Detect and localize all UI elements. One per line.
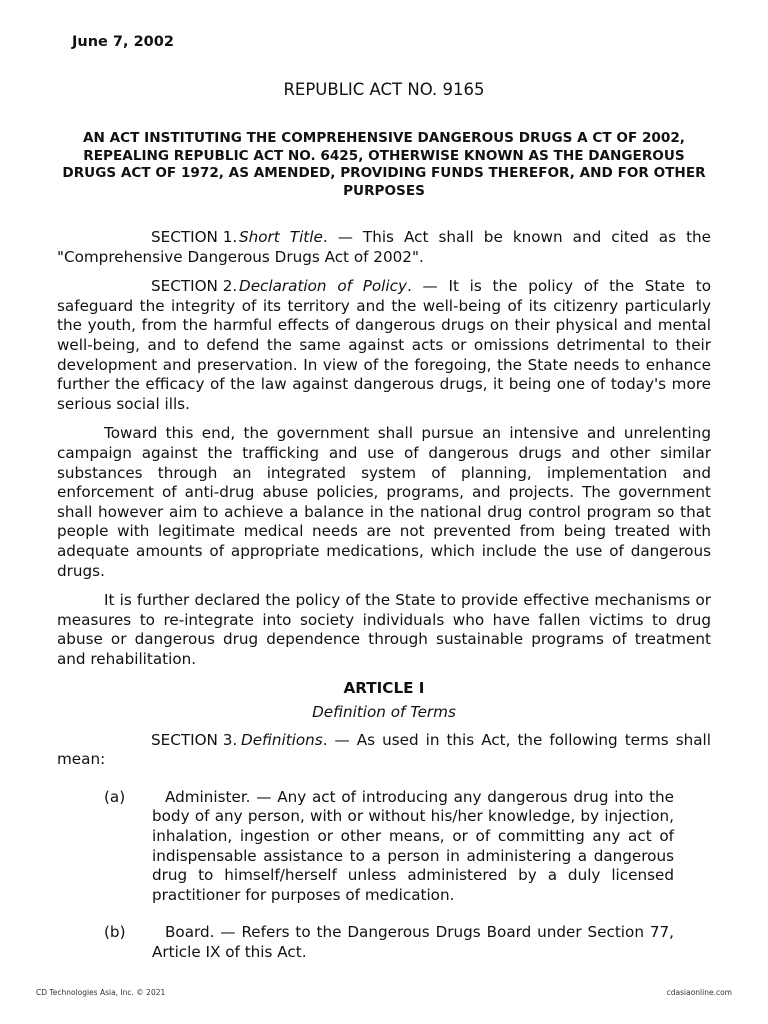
definition-item xyxy=(57,788,711,906)
act-long-title: AN ACT INSTITUTING THE COMPREHENSIVE DANGEROUS DRUGS A CT OF 2002, REPEALING REPUBLIC ACT NO. 6425, OTHERWISE KNOWN AS THE DANGEROUS DRUGS ACT OF 1972, AS AMENDED, PROVIDING FUNDS THEREFOR, AND FOR OTHER PURPOSES xyxy=(62,130,706,199)
section-2 xyxy=(57,277,711,414)
section-2-number: SECTION 2. xyxy=(151,277,238,296)
footer-copyright: CD Technologies Asia, Inc. © 2021 xyxy=(36,988,166,997)
section-1-number: SECTION 1. xyxy=(151,228,238,246)
policy-paragraph-further: It is further declared the policy of the State to provide effective mechanisms or measures to re-integrate into society individuals who have fallen victims to drug abuse or dangerous drug dependence through sustainable programs of treatment and rehabilitation. xyxy=(57,591,711,668)
definition-label: (b) xyxy=(104,923,126,942)
section-2-text: . — It is the policy of the State to safeguard the integrity of its territory and the well-being of its citizenry particularly the youth, from the harmful effects of dangerous drugs on their physical and mental well-being, and to defend the same against acts or omissions detrimental to their development and preservation. In view of the foregoing, the State needs to enhance further the efficacy of the law against dangerous drugs, it being one of today's more serious social ills. xyxy=(57,277,711,413)
section-1 xyxy=(57,228,711,267)
definition-text: Board. — Refers to the Dangerous Drugs Board under Section 77, Article IX of this Act. xyxy=(152,923,674,961)
policy-paragraph-toward: Toward this end, the government shall pursue an intensive and unrelenting campaign against the trafficking and use of dangerous drugs and other similar substances through an integrated system of planning, implementation and enforcement of anti-drug abuse policies, programs, and projects. The government shall however aim to achieve a balance in the national drug control program so that people with legitimate medical needs are not prevented from being treated with adequate amounts of appropriate medications, which include the use of dangerous drugs. xyxy=(57,424,711,580)
section-3-text: . — As used in this Act, the following terms shall mean: xyxy=(57,730,711,769)
section-3 xyxy=(57,731,711,770)
footer-website: cdasiaonline.com xyxy=(666,988,732,997)
section-3-number: SECTION 3. xyxy=(151,730,238,749)
section-2-heading: Declaration of Policy xyxy=(239,277,407,296)
article-heading: ARTICLE I xyxy=(343,679,425,698)
article-subheading: Definition of Terms xyxy=(312,703,456,722)
section-3-heading: Definitions xyxy=(241,730,323,749)
section-1-text: . — This Act shall be known and cited as the "Comprehensive Dangerous Drugs Act of 2002". xyxy=(57,228,711,266)
act-number-title: REPUBLIC ACT NO. 9165 xyxy=(283,80,485,99)
definition-item xyxy=(57,923,711,962)
document-body xyxy=(57,228,711,963)
definition-text: Administer. — Any act of introducing any dangerous drug into the body of any person, with or without his/her knowledge, by injection, inhalation, ingestion or other means, or of committing any act of indispensable assistance to a person in administering a dangerous drug to himself/herself unless administered by a duly licensed practitioner for purposes of medication. xyxy=(152,787,674,904)
section-1-heading: Short Title xyxy=(239,228,323,246)
definition-label: (a) xyxy=(104,787,126,806)
document-date: June 7, 2002 xyxy=(72,34,174,50)
